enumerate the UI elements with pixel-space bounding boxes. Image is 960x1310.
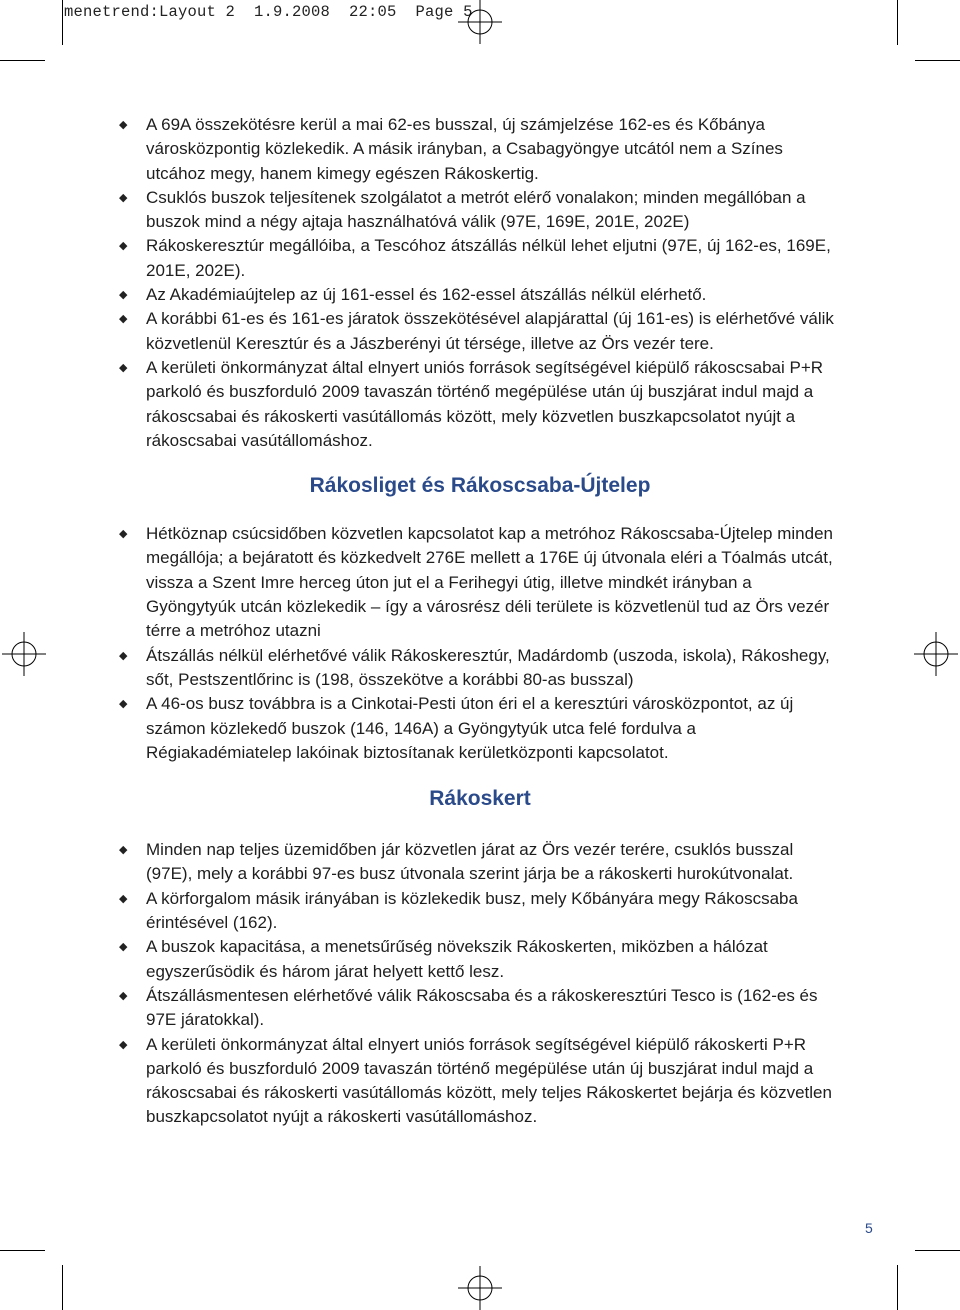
diamond-bullet-icon: ◆ xyxy=(119,289,128,302)
section-title-rakosliget: Rákosliget és Rákoscsaba-Újtelep xyxy=(309,474,651,498)
list-item-text: Csuklós buszok teljesítenek szolgálatot a metrót elérő vonalakon; minden megállóban a buszok mind a négy ajtaja használhatóvá válik (97E, 169E, 201E, 202E) xyxy=(146,187,806,232)
diamond-bullet-icon: ◆ xyxy=(119,1038,128,1051)
list-item xyxy=(118,356,842,453)
list-item-text: A korábbi 61-es és 161-es járatok összekötésével alapjárattal (új 161-es) is elérhetővé válik közvetlenül Keresztúr és a Jászberényi út térsége, illetve az Örs vezér tere. xyxy=(146,309,834,353)
section-title-rakoskert: Rákoskert xyxy=(429,787,531,811)
diamond-bullet-icon: ◆ xyxy=(119,698,128,711)
diamond-bullet-icon: ◆ xyxy=(119,191,128,204)
registration-mark-top-icon xyxy=(458,0,502,44)
list-item xyxy=(118,984,842,1033)
page-content xyxy=(118,113,842,1130)
list-item-text: Rákoskeresztúr megállóiba, a Tescóhoz átszállás nélkül lehet eljutni (97E, új 162-es, 169E, 201E, 202E). xyxy=(146,236,831,280)
list-item xyxy=(118,644,842,693)
list-item xyxy=(118,234,842,283)
crop-mark-bottom-left-v xyxy=(62,1265,63,1310)
list-item-text: A buszok kapacitása, a menetsűrűség növekszik Rákoskerten, miközben a hálózat egyszerűsödik és három járat helyett kettő lesz. xyxy=(146,937,768,981)
registration-mark-left-icon xyxy=(2,632,46,676)
crop-mark-top-left-h xyxy=(0,60,45,61)
list-item xyxy=(118,307,842,356)
list-item-text: A 46-os busz továbbra is a Cinkotai-Pesti úton éri el a keresztúri városközpontot, az új számon közlekedő buszok (146, 146A) a Gyöngytyúk utca felé fordulva a Régiakadémiatelep lakóinak biztosítanak kerületközponti kapcsolatot. xyxy=(146,694,794,762)
page-number: 5 xyxy=(865,1220,873,1236)
registration-mark-right-icon xyxy=(914,632,958,676)
list-item-text: Az Akadémiaújtelep az új 161-essel és 162-essel átszállás nélkül elérhető. xyxy=(146,285,707,305)
diamond-bullet-icon: ◆ xyxy=(119,361,128,374)
registration-mark-bottom-icon xyxy=(458,1266,502,1310)
list-item xyxy=(118,283,842,307)
list-item-text: Hétköznap csúcsidőben közvetlen kapcsolatot kap a metróhoz Rákoscsaba-Újtelep minden megállója; a bejáratott és közkedvelt 276E mellett a 176E új útvonala eléri a Tóalmás utcát, vissza a Szent Imre herceg úton jut el a Ferihegyi útig, illetve mindkét irányban a Gyöngytyúk utcán közlekedik – így a városrész déli területe is közvetlenül tud az Örs vezér térre a metróhoz utazni xyxy=(146,524,833,641)
bullet-list xyxy=(118,113,842,453)
list-item xyxy=(118,887,842,936)
list-item xyxy=(118,692,842,765)
list-item-text: A körforgalom másik irányában is közlekedik busz, mely Kőbányára megy Rákoscsaba érintésével (162). xyxy=(146,888,798,933)
diamond-bullet-icon: ◆ xyxy=(119,119,128,131)
crop-mark-top-left-v xyxy=(62,0,63,45)
list-item xyxy=(118,935,842,984)
crop-mark-top-right-v xyxy=(897,0,898,45)
list-item-text: Átszállásmentesen elérhetővé válik Rákoscsaba és a rákoskeresztúri Tesco is (162-es és 97E járatokkal). xyxy=(146,985,818,1030)
diamond-bullet-icon: ◆ xyxy=(119,240,128,253)
list-item xyxy=(118,838,842,887)
list-item xyxy=(118,522,842,643)
list-item xyxy=(118,186,842,235)
diamond-bullet-icon: ◆ xyxy=(119,941,128,954)
crop-mark-bottom-right-h xyxy=(915,1250,960,1251)
list-item-text: Minden nap teljes üzemidőben jár közvetlen járat az Örs vezér terére, csuklós busszal (97E), mely a korábbi 97-es busz útvonala szerint járja be a rákoskerti hurokútvonalat. xyxy=(146,840,794,884)
list-item-text: A 69A összekötésre kerül a mai 62-es busszal, új számjelzése 162-es és Kőbánya városközpontig közlekedik. A másik irányban, a Csabagyöngye utcától nem a Színes utcához megy, hanem kimegy egészen Rákoskertig. xyxy=(146,115,783,183)
diamond-bullet-icon: ◆ xyxy=(119,844,128,857)
diamond-bullet-icon: ◆ xyxy=(119,528,128,541)
list-item-text: A kerületi önkormányzat által elnyert uniós források segítségével kiépülő rákoscsabai P+R parkoló és buszforduló 2009 tavaszán történő megépülése után új buszjárat indul majd a rákoscsabai és rákoskerti vasútállomás között, mely közvetlen buszkapcsolatot nyújt a rákoscsabai vasútállomáshoz. xyxy=(146,357,824,450)
bullet-list xyxy=(118,838,842,1130)
bullet-list xyxy=(118,522,842,765)
diamond-bullet-icon: ◆ xyxy=(119,989,128,1002)
list-item xyxy=(118,1033,842,1130)
slug-line: menetrend:Layout 2 1.9.2008 22:05 Page 5 xyxy=(64,3,473,21)
diamond-bullet-icon: ◆ xyxy=(119,892,128,905)
crop-mark-bottom-right-v xyxy=(897,1265,898,1310)
diamond-bullet-icon: ◆ xyxy=(119,313,128,326)
diamond-bullet-icon: ◆ xyxy=(119,649,128,662)
crop-mark-top-right-h xyxy=(915,60,960,61)
crop-mark-bottom-left-h xyxy=(0,1250,45,1251)
list-item-text: A kerületi önkormányzat által elnyert uniós források segítségével kiépülő rákoskerti P+R parkoló és buszforduló 2009 tavaszán történő megépülése után új buszjárat indul majd a rákoscsabai és rákoskerti vasútállomás között, mely teljes Rákoskertet bejárja és közvetlen buszkapcsolatot nyújt a rákoskerti vasútállomáshoz. xyxy=(146,1034,832,1127)
list-item-text: Átszállás nélkül elérhetővé válik Rákoskeresztúr, Madárdomb (uszoda, iskola), Rákoshegy, sőt, Pestszentlőrinc is (198, összekötve a korábbi 80-as busszal) xyxy=(146,645,830,689)
list-item xyxy=(118,113,842,186)
